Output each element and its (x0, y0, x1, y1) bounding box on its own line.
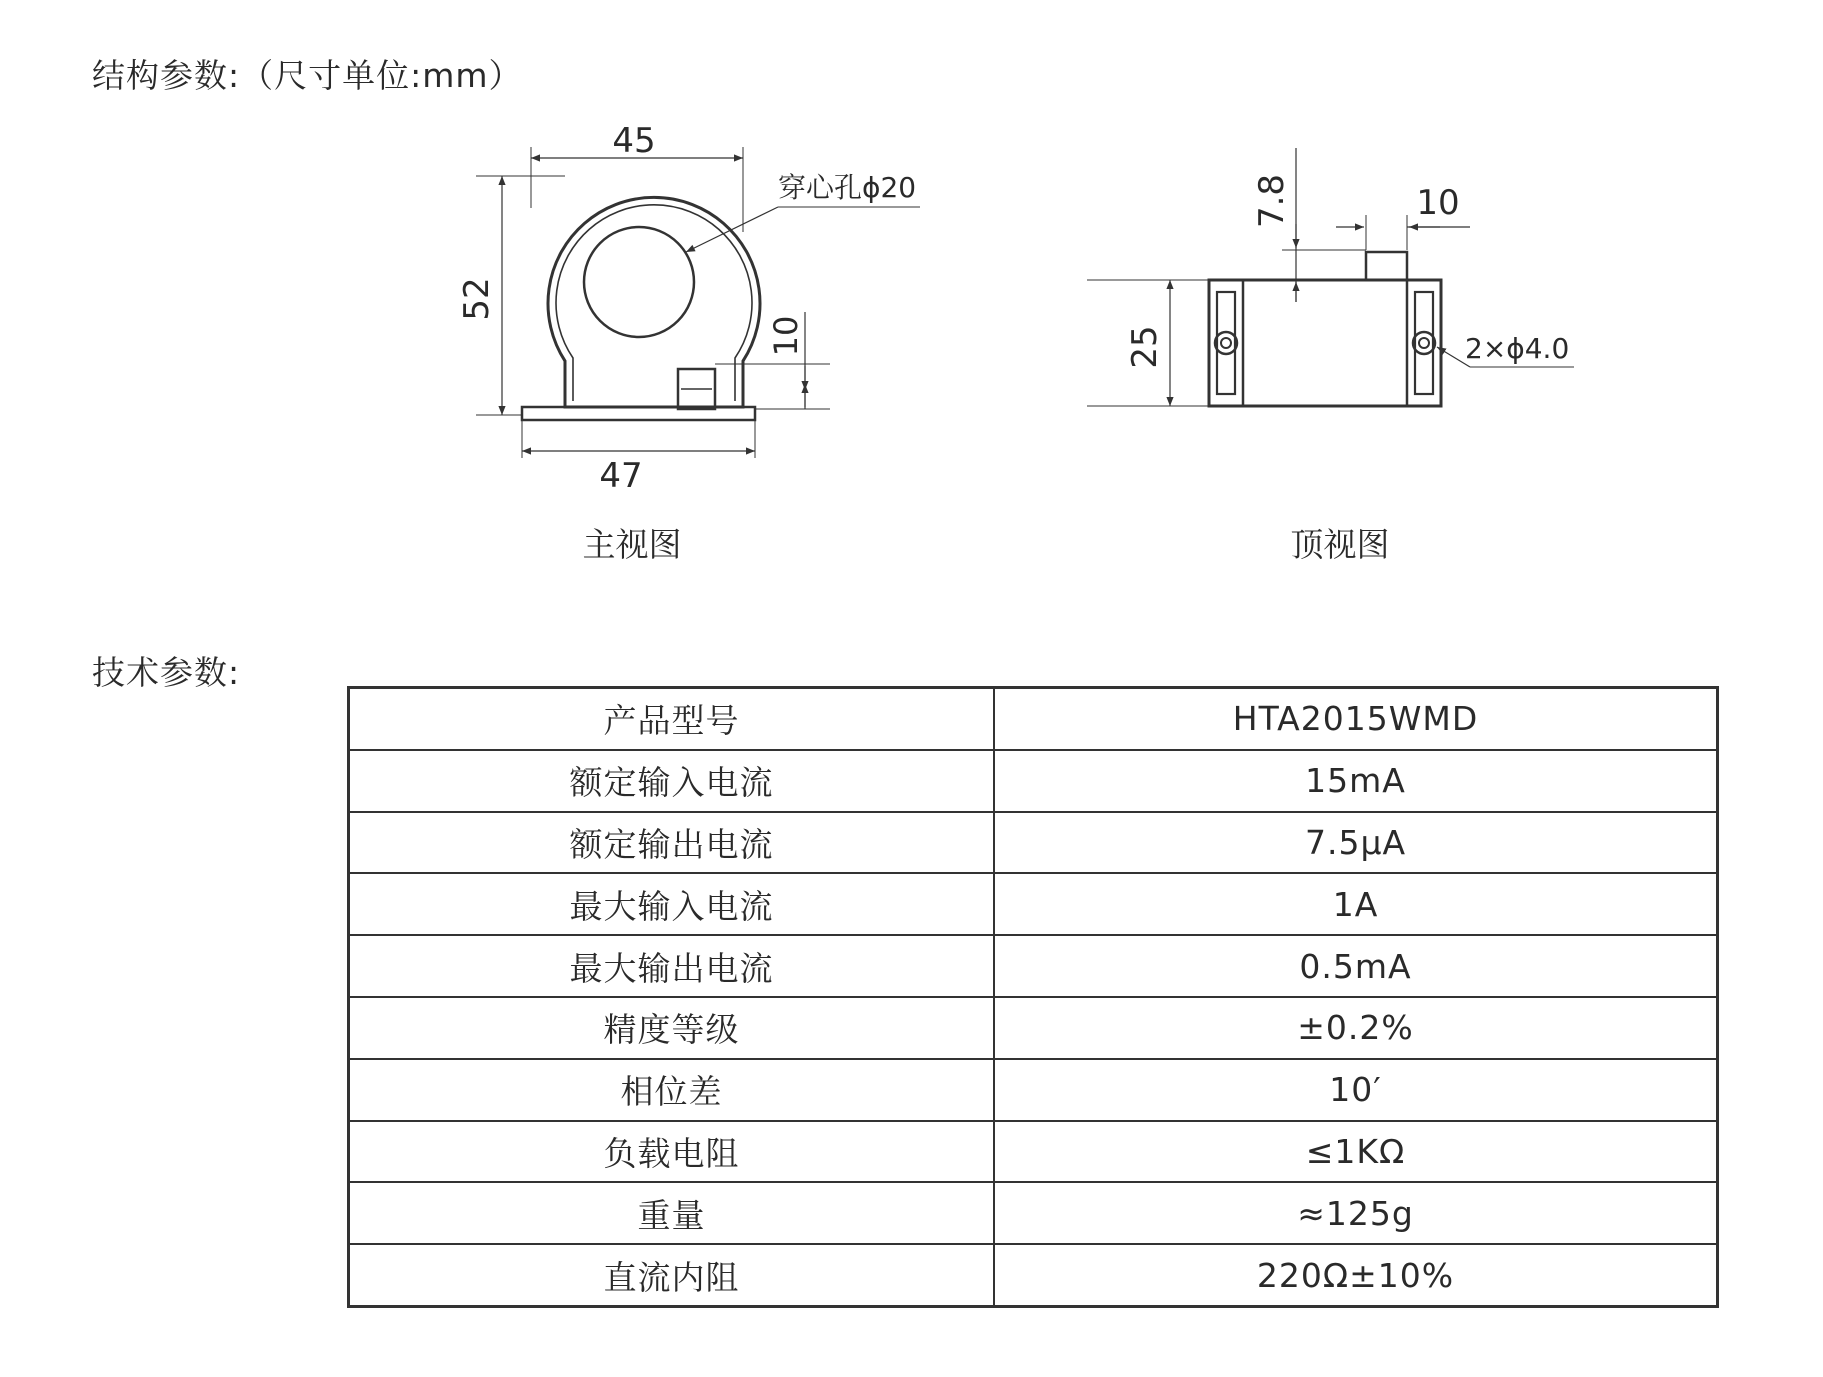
top-view-caption: 顶视图 (1290, 525, 1390, 564)
table-row (349, 873, 1718, 935)
table-row (349, 1182, 1718, 1244)
spec-value: 1A (994, 873, 1718, 935)
top-view-dim-height: 25 (1125, 325, 1165, 369)
spec-value: ±0.2% (994, 997, 1718, 1059)
table-row (349, 1244, 1718, 1306)
table-row (349, 935, 1718, 997)
front-view-dim-width: 45 (612, 121, 656, 161)
front-view-dim-base: 47 (599, 456, 643, 496)
top-view-left-hole (1215, 332, 1237, 354)
spec-value: 220Ω±10% (994, 1244, 1718, 1306)
spec-value: 10′ (994, 1059, 1718, 1121)
spec-label: 相位差 (349, 1059, 995, 1121)
top-view-right-slot (1415, 292, 1433, 394)
spec-value: 0.5mA (994, 935, 1718, 997)
spec-value: 15mA (994, 750, 1718, 812)
spec-value: HTA2015WMD (994, 688, 1718, 750)
front-view-hole (584, 227, 694, 337)
table-row (349, 750, 1718, 812)
table-row (349, 812, 1718, 874)
table-row (349, 997, 1718, 1059)
table-row (349, 1121, 1718, 1183)
specs-table (347, 686, 1719, 1308)
front-view-dim-slot: 10 (767, 315, 805, 357)
table-row (349, 1059, 1718, 1121)
top-view-right-hole (1413, 332, 1435, 354)
table-row (349, 688, 1718, 750)
spec-label: 最大输入电流 (349, 873, 995, 935)
top-view-labels (1125, 174, 1569, 564)
spec-label: 额定输出电流 (349, 812, 995, 874)
top-view-tab (1366, 252, 1407, 280)
spec-label: 负载电阻 (349, 1121, 995, 1183)
drawings (0, 0, 1823, 600)
top-view-dim-tab-height: 7.8 (1252, 173, 1292, 229)
front-view-base (522, 407, 755, 420)
spec-label: 产品型号 (349, 688, 995, 750)
spec-label: 精度等级 (349, 997, 995, 1059)
spec-label: 额定输入电流 (349, 750, 995, 812)
spec-value: ≈125g (994, 1182, 1718, 1244)
front-view-hole-label: 穿心孔ϕ20 (778, 171, 917, 204)
front-view-caption: 主视图 (582, 525, 682, 564)
top-view-holes-label: 2×ϕ4.0 (1465, 332, 1570, 365)
spec-label: 最大输出电流 (349, 935, 995, 997)
spec-label: 重量 (349, 1182, 995, 1244)
top-view-left-slot (1217, 292, 1235, 394)
front-view-dim-height: 52 (457, 277, 497, 321)
spec-label: 直流内阻 (349, 1244, 995, 1306)
spec-value: 7.5μA (994, 812, 1718, 874)
section-title-specs: 技术参数: (92, 653, 241, 692)
front-view-labels (457, 121, 916, 564)
section-title-structure: 结构参数:（尺寸单位:mm） (92, 56, 523, 95)
top-view-dim-tab-width: 10 (1416, 183, 1460, 223)
spec-value: ≤1KΩ (994, 1121, 1718, 1183)
